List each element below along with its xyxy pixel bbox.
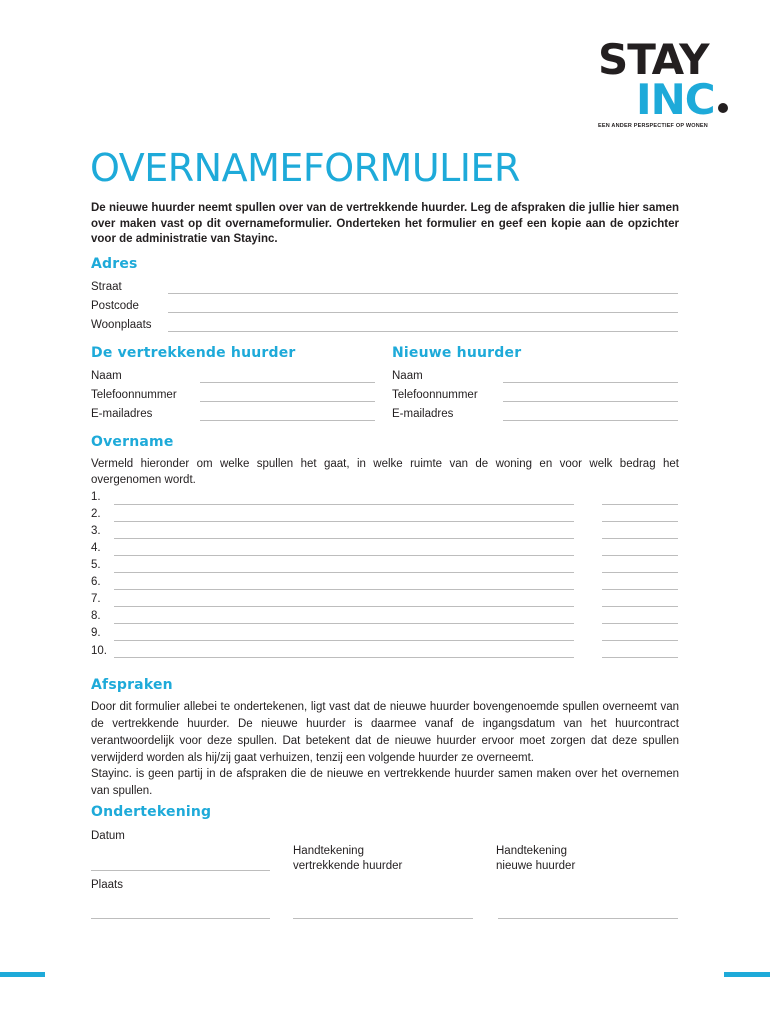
footer-accent-left: [0, 972, 45, 977]
item-amount-field[interactable]: [602, 623, 678, 624]
label-plaats: Plaats: [91, 879, 123, 891]
field-handtekening-nieuw[interactable]: [498, 918, 678, 919]
label-vertrekkend-telefoon: Telefoonnummer: [91, 389, 177, 401]
label-vertrekkend-email: E-mailadres: [91, 408, 153, 420]
item-amount-field[interactable]: [602, 640, 678, 641]
field-straat[interactable]: [168, 293, 678, 294]
item-number: 2.: [91, 508, 101, 520]
item-description-field[interactable]: [114, 504, 574, 505]
item-description-field[interactable]: [114, 640, 574, 641]
field-vertrekkend-telefoon[interactable]: [200, 401, 375, 402]
afspraken-paragraph-2: Stayinc. is geen partij in de afspraken die de nieuwe en vertrekkende huurder samen maken over het overnemen van spullen.: [91, 768, 679, 797]
heading-nieuwe-huurder: Nieuwe huurder: [392, 345, 522, 361]
item-amount-field[interactable]: [602, 589, 678, 590]
label-handtekening-nieuw-sub: nieuwe huurder: [496, 860, 576, 872]
form-title: OVERNAMEFORMULIER: [90, 146, 520, 190]
item-amount-field[interactable]: [602, 555, 678, 556]
field-vertrekkend-naam[interactable]: [200, 382, 375, 383]
item-description-field[interactable]: [114, 521, 574, 522]
heading-overname: Overname: [91, 434, 174, 450]
field-handtekening-vertrekkend[interactable]: [293, 918, 473, 919]
logo-tagline: EEN ANDER PERSPECTIEF OP WONEN: [598, 123, 708, 129]
item-description-field[interactable]: [114, 606, 574, 607]
label-nieuw-email: E-mailadres: [392, 408, 454, 420]
field-woonplaats[interactable]: [168, 331, 678, 332]
field-nieuw-naam[interactable]: [503, 382, 678, 383]
footer-accent-right: [724, 972, 770, 977]
stayinc-logo: [598, 35, 748, 129]
item-number: 9.: [91, 627, 101, 639]
field-vertrekkend-email[interactable]: [200, 420, 375, 421]
label-straat: Straat: [91, 281, 122, 293]
label-handtekening-nieuw: Handtekening: [496, 845, 567, 857]
field-nieuw-telefoon[interactable]: [503, 401, 678, 402]
item-number: 1.: [91, 491, 101, 503]
label-datum: Datum: [91, 830, 125, 842]
afspraken-paragraph-1: Door dit formulier allebei te ondertekenen, ligt vast dat de nieuwe huurder bovengenoemde spullen overneemt van de vertrekkende huurder. De nieuwe huurder is daarmee vanaf de ingangsdatum van het huurcontract verantwoordelijk voor deze spullen. Dat betekent dat de nieuwe huurder ervoor moet zorgen dat deze spullen verwijderd worden als hij/zij gaat verhuizen, tenzij een volgende huurder ze overneemt.: [91, 701, 679, 764]
label-vertrekkend-naam: Naam: [91, 370, 122, 382]
item-description-field[interactable]: [114, 657, 574, 658]
intro-text: De nieuwe huurder neemt spullen over van de vertrekkende huurder. Leg de afspraken die jullie hier samen over maken vast op dit overnameformulier. Onderteken het formulier en geef een kopie aan de opzichter voor de administratie van Stayinc.: [91, 202, 679, 246]
label-nieuw-telefoon: Telefoonnummer: [392, 389, 478, 401]
heading-vertrekkende-huurder: De vertrekkende huurder: [91, 345, 296, 361]
heading-adres: Adres: [91, 256, 138, 272]
item-number: 3.: [91, 525, 101, 537]
item-description-field[interactable]: [114, 555, 574, 556]
field-postcode[interactable]: [168, 312, 678, 313]
heading-afspraken: Afspraken: [91, 677, 173, 693]
logo-inc-row: [636, 75, 748, 124]
item-description-field[interactable]: [114, 572, 574, 573]
item-amount-field[interactable]: [602, 504, 678, 505]
item-amount-field[interactable]: [602, 521, 678, 522]
label-woonplaats: Woonplaats: [91, 319, 152, 331]
item-amount-field[interactable]: [602, 606, 678, 607]
logo-dot: [718, 103, 728, 113]
label-postcode: Postcode: [91, 300, 139, 312]
label-handtekening-vertrekkend-sub: vertrekkende huurder: [293, 860, 403, 872]
field-datum[interactable]: [91, 870, 270, 871]
item-number: 4.: [91, 542, 101, 554]
label-handtekening-vertrekkend: Handtekening: [293, 845, 364, 857]
item-description-field[interactable]: [114, 589, 574, 590]
heading-ondertekening: Ondertekening: [91, 804, 212, 820]
item-number: 7.: [91, 593, 101, 605]
label-nieuw-naam: Naam: [392, 370, 423, 382]
item-description-field[interactable]: [114, 623, 574, 624]
overname-text: Vermeld hieronder om welke spullen het gaat, in welke ruimte van de woning en voor welk bedrag het overgenomen wordt.: [91, 458, 679, 486]
field-plaats[interactable]: [91, 918, 270, 919]
item-number: 10.: [91, 645, 107, 657]
field-nieuw-email[interactable]: [503, 420, 678, 421]
item-number: 8.: [91, 610, 101, 622]
item-number: 6.: [91, 576, 101, 588]
logo-stay: STAY: [598, 35, 709, 84]
item-amount-field[interactable]: [602, 538, 678, 539]
logo-inc: INC: [636, 75, 715, 124]
item-number: 5.: [91, 559, 101, 571]
item-description-field[interactable]: [114, 538, 574, 539]
item-amount-field[interactable]: [602, 657, 678, 658]
item-amount-field[interactable]: [602, 572, 678, 573]
